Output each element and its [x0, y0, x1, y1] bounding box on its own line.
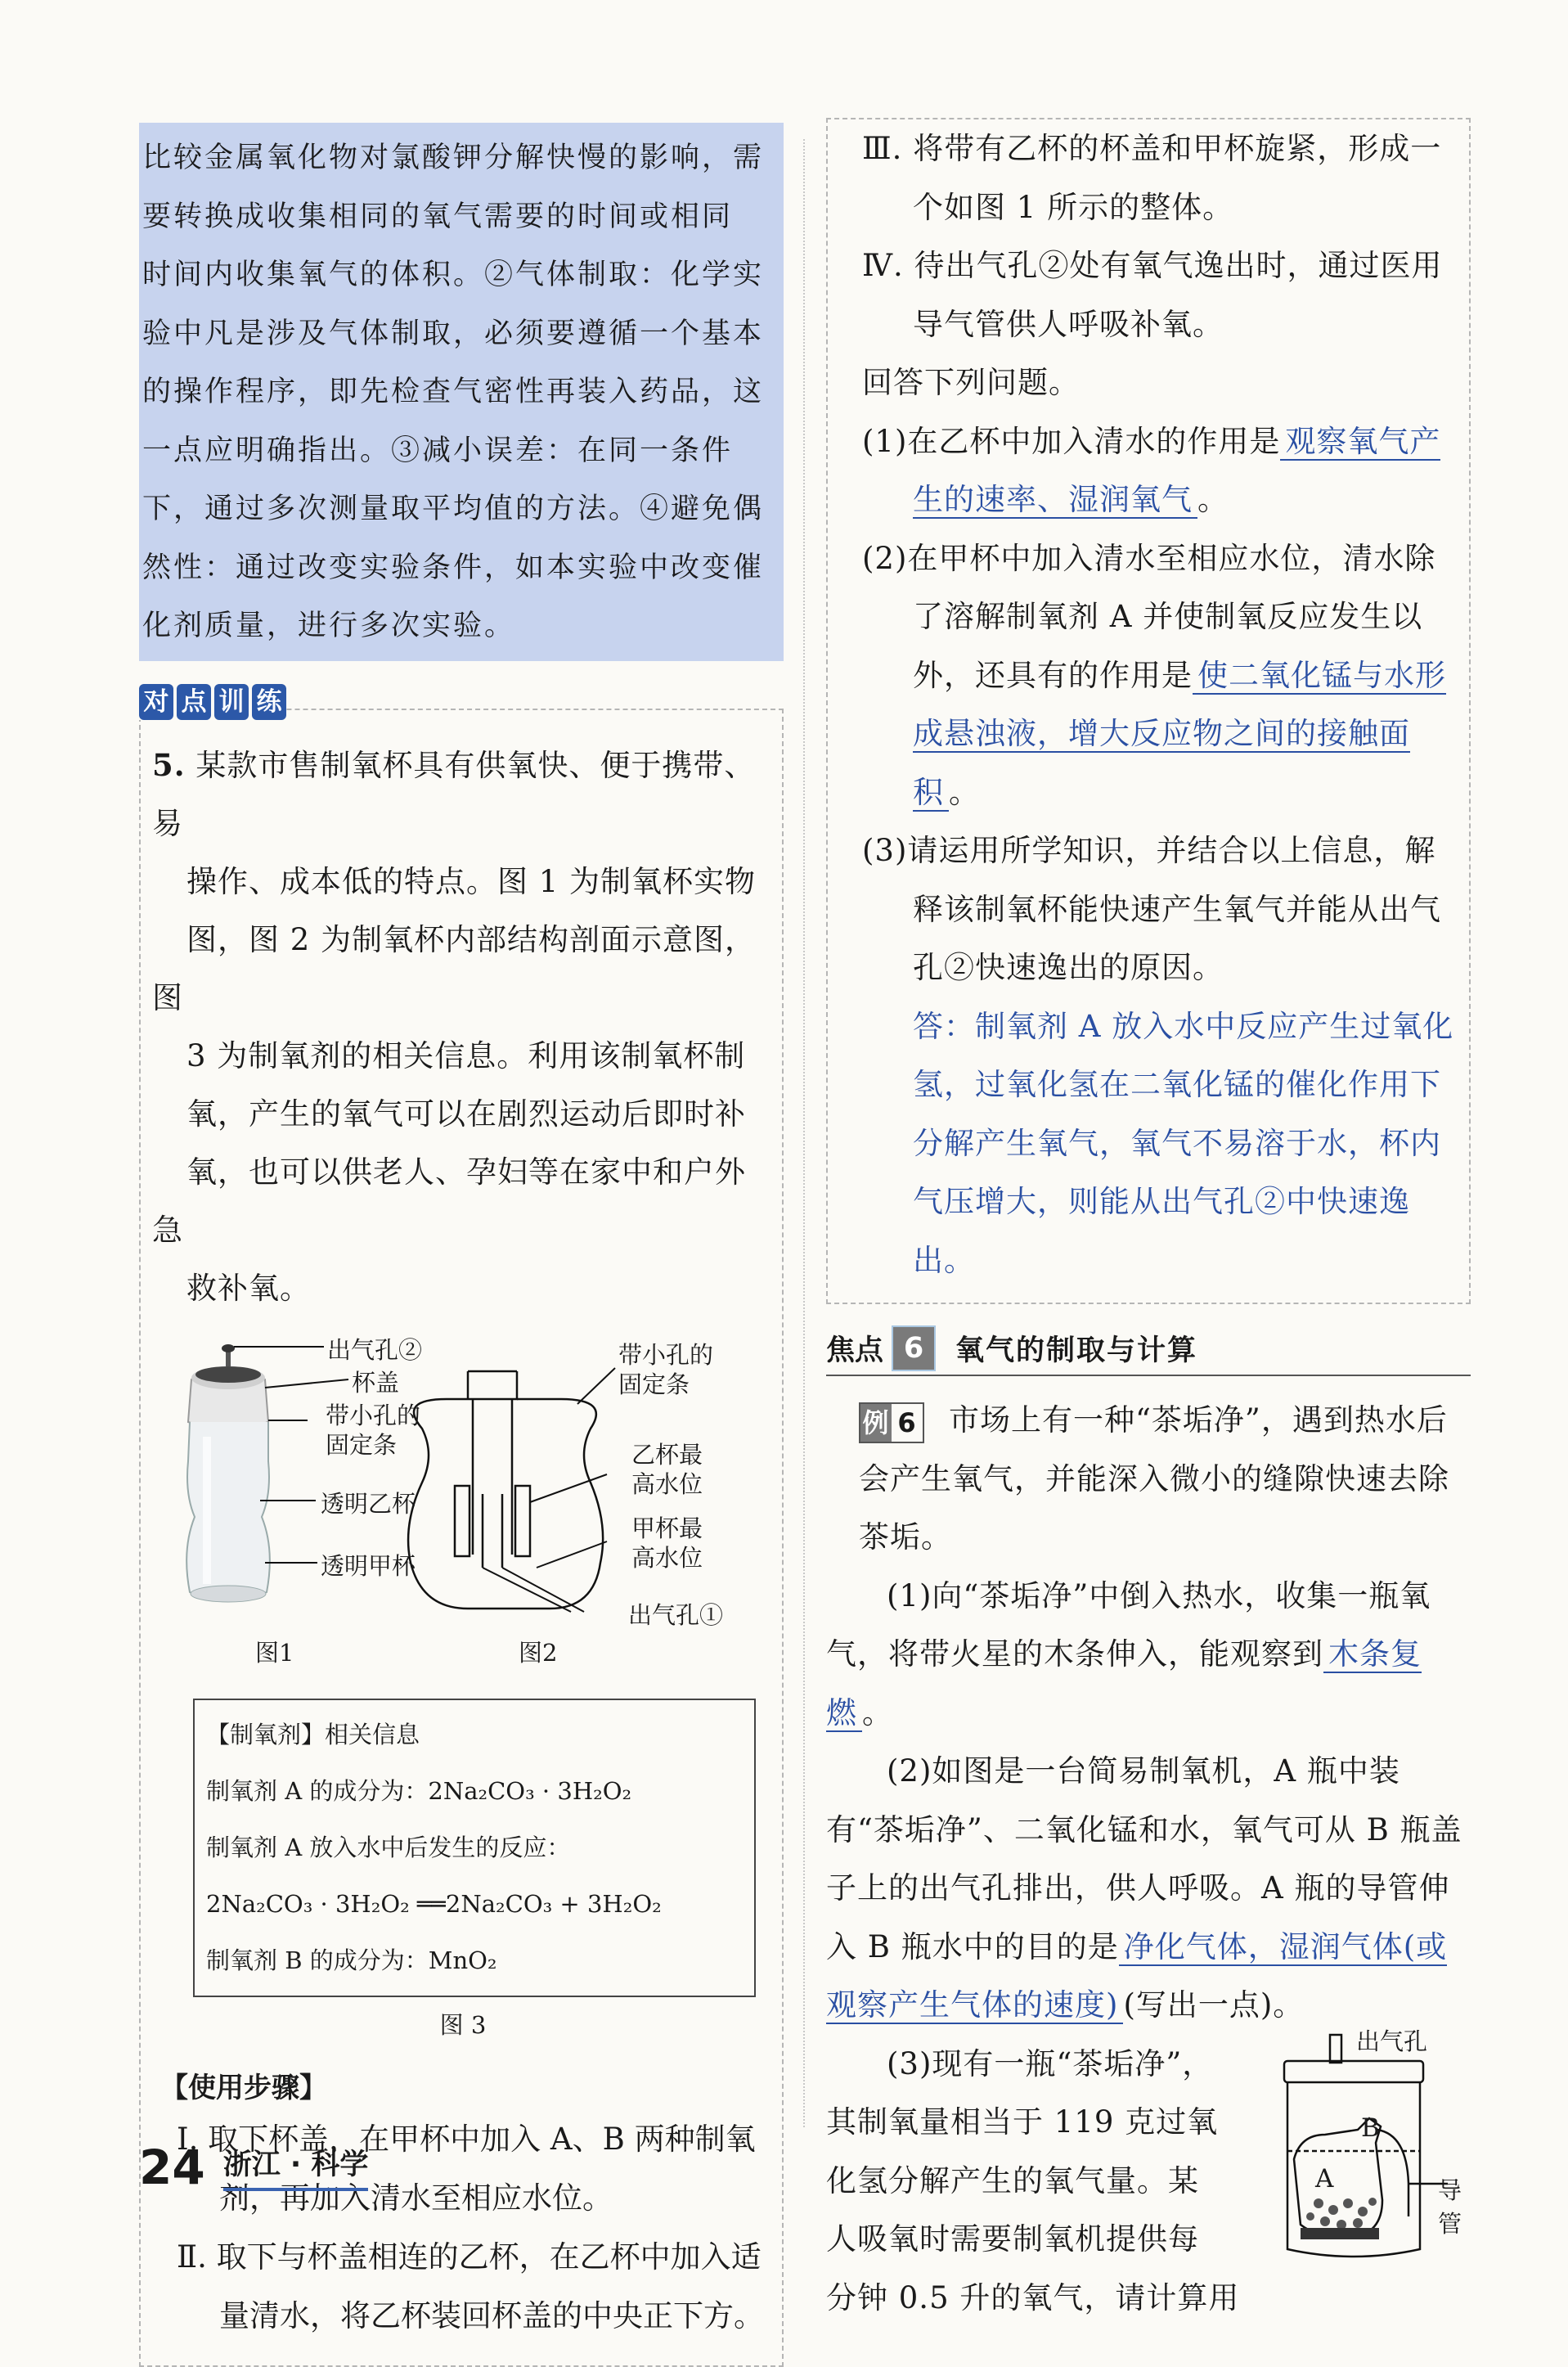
example-part-1: (1)向“茶垢净”中倒入热水，收集一瓶氧气，将带火星的木条伸入，能观察到 木条复燃 。 — [826, 1577, 1431, 1730]
highlight-line: 要转换成收集相同的氧气需要的时间或相同 — [142, 200, 734, 233]
fig2-label: 高水位 — [631, 1469, 703, 1498]
highlight-line: 验中凡是涉及气体制取，必须要遵循一个基本 — [142, 317, 765, 350]
fig1-label: 杯盖 — [352, 1368, 400, 1397]
step-item: Ⅱ. 取下与杯盖相连的乙杯，在乙杯中加入适量清水，将乙杯装回杯盖的中央正下方。 — [177, 2239, 764, 2333]
fig1-label: 出气孔② — [327, 1335, 423, 1364]
highlight-line: 一点应明确指出。③减小误差：在同一条件 — [142, 434, 734, 467]
highlight-line: 时间内收集氧气的体积。②气体制取：化学实 — [142, 259, 765, 291]
highlight-block — [139, 123, 784, 661]
diagram-label: B — [1361, 2113, 1380, 2143]
fig1-label: 带小孔的 — [326, 1401, 421, 1429]
answer-prompt: 回答下列问题。 — [862, 365, 1080, 400]
left-column — [139, 123, 784, 2367]
fig3-caption: 图 3 — [439, 2010, 487, 2039]
step-item: Ⅰ. 取下杯盖，在甲杯中加入 A、B 两种制氧剂，再加入清水至相应水位。 — [177, 2121, 756, 2216]
fig2-label: 乙杯最 — [631, 1440, 703, 1469]
fig1-label: 透明乙杯 — [321, 1489, 416, 1518]
q5-sub-2: (2)在甲杯中加入清水至相应水位，清水除了溶解制氧剂 A 并使制氧反应发生以外，还具有的作用是 使二氧化锰与水形成悬浊液，增大反应物之间的接触面积 。 — [862, 540, 1446, 810]
practice-tag-row — [139, 684, 784, 730]
fig2-label: 高水位 — [631, 1543, 703, 1572]
highlight-line: 比较金属氧化物对氯酸钾分解快慢的影响，需 — [142, 142, 765, 174]
fig2-caption: 图2 — [519, 1638, 558, 1667]
column-divider — [803, 139, 805, 2127]
q5-sub-3: (3)请运用所学知识，并结合以上信息，解释该制氧杯能快速产生氧气并能从出气孔②快速逸出的原因。 — [862, 833, 1441, 985]
fig1-label: 固定条 — [326, 1430, 398, 1459]
practice-box-continued — [826, 118, 1471, 1304]
diagram-label: A — [1315, 2163, 1334, 2194]
q5-sub-1: (1)在乙杯中加入清水的作用是 观察氧气产生的速率、湿润氧气 。 — [862, 423, 1441, 517]
fig1-caption: 图1 — [255, 1638, 294, 1667]
answer-blank: 使二氧化锰与水形成悬浊液，增大反应物之间的接触面积 — [913, 657, 1446, 810]
highlight-line: 下，通过多次测量取平均值的方法。④避免偶 — [142, 493, 765, 525]
step-item: Ⅲ. 将带有乙杯的杯盖和甲杯旋紧，形成一个如图 1 所示的整体。 — [862, 131, 1442, 225]
highlight-line: 化剂质量，进行多次实验。 — [142, 610, 516, 642]
example-intro: 例 6 市场上有一种“茶垢净”，遇到热水后会产生氧气，并能深入微小的缝隙快速去除茶垢。 — [859, 1402, 1449, 1555]
steps-title: 【使用步骤】 — [160, 2071, 327, 2104]
section-header: 焦点 6 氧气的制取与计算 — [826, 1325, 1471, 1376]
step-item: Ⅳ. 待出气孔②处有氧气逸出时，通过医用导气管供人呼吸补氧。 — [862, 248, 1443, 342]
answer-blank: 观察氧气产生的速率、湿润氧气 — [913, 423, 1441, 517]
example-tag: 例 6 — [859, 1402, 924, 1443]
highlight-line: 然性：通过改变实验条件，如本实验中改变催 — [142, 551, 765, 584]
example-part-2: (2)如图是一台简易制氧机，A 瓶中装有“茶垢净”、二氧化锰和水，氧气可从 B 瓶盖子上的出气孔排出，供人呼吸。A 瓶的导管伸入 B 瓶水中的目的是 净化气体，湿润气体(或观察产生气体的速度) (写出一点)。 — [826, 1753, 1462, 2023]
highlight-line: 的操作程序，即先检查气密性再装入药品，这 — [142, 376, 765, 408]
practice-tag: 对 点 训 练 — [139, 684, 286, 720]
fig2-label: 固定条 — [618, 1370, 690, 1398]
book-subject: 浙江 · 科学 — [223, 2142, 369, 2191]
example-part-3: (3)现有一瓶“茶垢净”， 其制氧量相当于 119 克过氧 化氢分解产生的氧气量。某 人吸氧时需要制氧机提供每 分钟 0.5 升的氧气，请计算用 出气孔 B A 导管 — [826, 2035, 1471, 2328]
page-footer — [139, 2140, 369, 2195]
fig1-label: 透明甲杯 — [321, 1551, 416, 1580]
fig2-label: 带小孔的 — [618, 1340, 714, 1369]
figures-1-2 — [152, 1330, 774, 1674]
answer-text: 答：制氧剂 A 放入水中反应产生过氧化氢，过氧化氢在二氧化锰的催化作用下分解产生氧气，氧气不易溶于水，杯内气压增大，则能从出气孔②中快速逸出。 — [913, 1008, 1454, 1278]
fig2-cross-section — [408, 1371, 603, 1609]
answer-blank: 净化气体，湿润气体(或观察产生气体的速度) — [826, 1928, 1448, 2023]
practice-box — [139, 709, 784, 2367]
fig2-label: 甲杯最 — [631, 1514, 703, 1542]
fig1-cup-illustration — [186, 1344, 270, 1602]
answer-blank: 木条复燃 — [826, 1636, 1422, 1730]
right-column — [826, 123, 1471, 2327]
question-5-text: 5. 某款市售制氧杯具有供氧快、便于携带、易 操作、成本低的特点。图 1 为制氧杯实物 图，图 2 为制氧杯内部结构剖面示意图，图 3 为制氧剂的相关信息。利用该制氧杯制 氧，产生的氧气可以在剧烈运动后即时补 氧，也可以供老人、孕妇等在家中和户外急 救补氧。 — [152, 746, 757, 1306]
diagram-label: 出气孔 — [1356, 2027, 1428, 2055]
page-number: 24 — [139, 2140, 205, 2195]
fig2-label: 出气孔① — [628, 1600, 724, 1629]
section-title: 氧气的制取与计算 — [955, 1334, 1198, 1367]
diagram-label: 导管 — [1438, 2176, 1462, 2238]
reagent-info-box: 【制氧剂】相关信息 制氧剂 A 的成分为：2Na₂CO₃ · 3H₂O₂ 制氧剂 A 放入水中后发生的反应： 2Na₂CO₃ · 3H₂O₂ ══2Na₂CO₃ + 3H₂O₂ 制氧剂 B 的成分为：MnO₂ — [193, 1699, 756, 1997]
